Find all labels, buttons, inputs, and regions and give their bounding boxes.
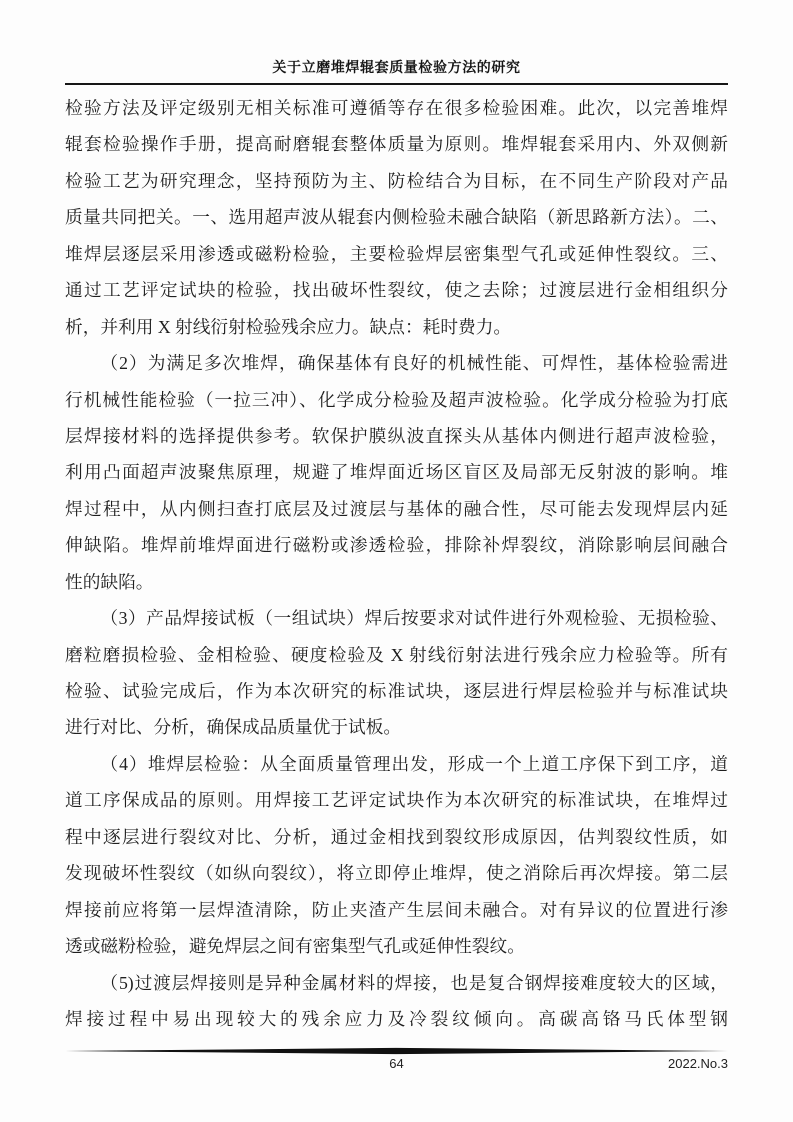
article-body bbox=[65, 90, 728, 1037]
text-line: 质量共同把关。一、选用超声波从辊套内侧检验未融合缺陷（新思路新方法）。二、 bbox=[65, 207, 728, 228]
text-line: 性的缺陷。 bbox=[65, 571, 154, 592]
text-line: 通过工艺评定试块的检验，找出破坏性裂纹，使之去除；过渡层进行金相组织分 bbox=[65, 280, 728, 301]
text-line: 检验方法及评定级别无相关标准可遵循等存在很多检验困难。此次，以完善堆焊 bbox=[65, 98, 728, 118]
text-line: 层焊接材料的选择提供参考。软保护膜纵波直探头从基体内侧进行超声波检验， bbox=[65, 425, 728, 446]
text-line: 焊过程中，从内侧扫查打底层及过渡层与基体的融合性，尽可能去发现焊层内延 bbox=[65, 498, 728, 519]
running-title: 关于立磨堆焊辊套质量检验方法的研究 bbox=[272, 61, 521, 76]
text-line: 析，并利用 X 射线衍射检验残余应力。缺点：耗时费力。 bbox=[65, 316, 512, 337]
text-line: 行机械性能检验（一拉三冲）、化学成分检验及超声波检验。化学成分检验为打底 bbox=[65, 389, 728, 410]
text-line: 伸缺陷。堆焊前堆焊面进行磁粉或渗透检验，排除补焊裂纹，消除影响层间融合 bbox=[65, 535, 728, 556]
text-line: （3）产品焊接试板（一组试块）焊后按要求对试件进行外观检验、无损检验、 bbox=[100, 608, 728, 629]
text-line: 磨粒磨损检验、金相检验、硬度检验及 X 射线衍射法进行残余应力检验等。所有 bbox=[65, 644, 728, 665]
issue-label: 2022.No.3 bbox=[668, 1056, 728, 1071]
text-line: 利用凸面超声波聚焦原理，规避了堆焊面近场区盲区及局部无反射波的影响。堆 bbox=[65, 462, 728, 483]
text-line: 透或磁粉检验，避免焊层之间有密集型气孔或延伸性裂纹。 bbox=[65, 936, 525, 957]
text-line: （2）为满足多次堆焊，确保基体有良好的机械性能、可焊性，基体检验需进 bbox=[100, 353, 728, 374]
header-rule bbox=[65, 83, 728, 85]
text-line: 道工序保成品的原则。用焊接工艺评定试块作为本次研究的标准试块，在堆焊过 bbox=[65, 790, 728, 811]
text-line: 焊接前应将第一层焊渣清除，防止夹渣产生层间未融合。对有异议的位置进行渗 bbox=[65, 899, 728, 920]
text-line: 检验、试验完成后，作为本次研究的标准试块，逐层进行焊层检验并与标准试块 bbox=[65, 681, 728, 701]
text-line: 发现破坏性裂纹（如纵向裂纹），将立即停止堆焊，使之消除后再次焊接。第二层 bbox=[65, 863, 728, 884]
text-line: 辊套检验操作手册，提高耐磨辊套整体质量为原则。堆焊辊套采用内、外双侧新 bbox=[65, 134, 728, 155]
text-line: 堆焊层逐层采用渗透或磁粉检验，主要检验焊层密集型气孔或延伸性裂纹。三、 bbox=[65, 243, 728, 264]
text-line: 检验工艺为研究理念，坚持预防为主、防检结合为目标，在不同生产阶段对产品 bbox=[65, 170, 728, 191]
page-number: 64 bbox=[389, 1056, 404, 1071]
text-line: （4）堆焊层检验：从全面质量管理出发，形成一个上道工序保下到工序，道 bbox=[100, 753, 728, 774]
text-line: 进行对比、分析，确保成品质量优于试板。 bbox=[65, 717, 402, 738]
text-line: （5)过渡层焊接则是异种金属材料的焊接，也是复合钢焊接难度较大的区域， bbox=[100, 972, 728, 993]
text-line: 程中逐层进行裂纹对比、分析，通过金相找到裂纹形成原因，估判裂纹性质，如 bbox=[65, 826, 728, 847]
footer-rule bbox=[65, 1047, 728, 1055]
text-line: 焊接过程中易出现较大的残余应力及冷裂纹倾向。高碳高铬马氏体型钢 bbox=[65, 1008, 728, 1029]
